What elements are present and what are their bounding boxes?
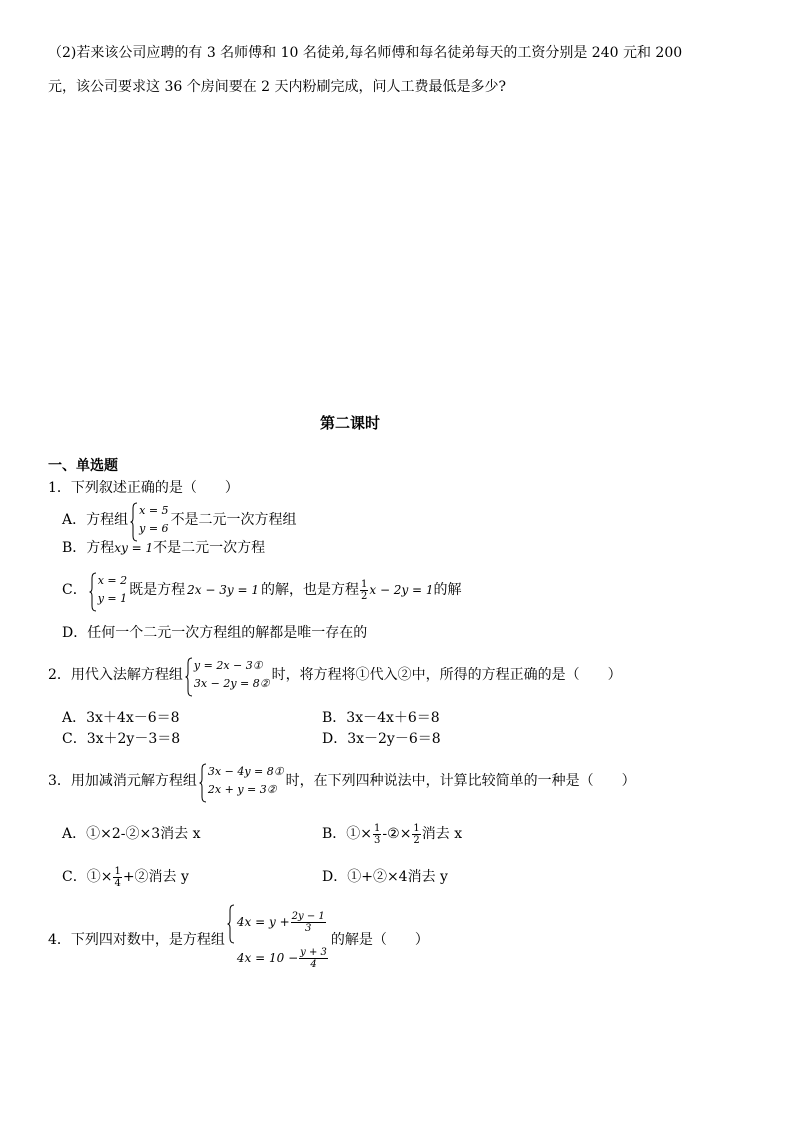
question-2-option-d: D．3x－2y－6＝8 bbox=[322, 731, 441, 747]
math-expression: 2x − 3y = 1 bbox=[187, 583, 259, 597]
option-b-suffix: 消去 x bbox=[421, 826, 463, 842]
intro-line-1: （2)若来该公司应聘的有 3 名师傅和 10 名徒弟,每名师傅和每名徒弟每天的工资分别是 240 元和 200 bbox=[48, 45, 683, 61]
question-3-option-b bbox=[322, 818, 462, 850]
equation-left: 4x = y + bbox=[236, 915, 290, 929]
brace-icon bbox=[89, 572, 97, 612]
equation-line bbox=[237, 940, 329, 976]
fraction-numerator: 1 bbox=[114, 865, 121, 877]
option-b-prefix: B．方程 bbox=[62, 540, 115, 556]
brace-icon bbox=[199, 763, 207, 803]
question-3-option-d: D．①+②×4消去 y bbox=[322, 869, 448, 885]
option-c-prefix: C． bbox=[62, 582, 87, 598]
fraction-numerator: 1 bbox=[413, 822, 420, 834]
brace-icon bbox=[185, 657, 193, 697]
equation-system bbox=[89, 572, 127, 608]
question-4-prefix: 4．下列四对数中，是方程组 bbox=[48, 932, 225, 948]
equation-line: y = 2x − 3① bbox=[193, 659, 263, 672]
math-expression: xy = 1 bbox=[114, 541, 154, 555]
question-2-option-b: B．3x－4x＋6＝8 bbox=[322, 710, 440, 726]
question-2-suffix: 时，将方程将①代入②中，所得的方程正确的是（ ） bbox=[271, 667, 622, 683]
question-2-option-a: A．3x＋4x－6＝8 bbox=[62, 710, 180, 726]
fraction-denominator: 3 bbox=[374, 834, 381, 846]
equation-system bbox=[130, 502, 168, 538]
equation-system bbox=[199, 763, 284, 799]
equation-line: x = 2 bbox=[97, 574, 128, 587]
question-3-option-c bbox=[62, 861, 189, 893]
option-b-suffix: 不是二元一次方程 bbox=[153, 540, 266, 556]
fraction-denominator: 2 bbox=[360, 590, 368, 602]
question-3-suffix: 时，在下列四种说法中，计算比较简单的一种是（ ） bbox=[285, 773, 636, 789]
fraction-denominator: 4 bbox=[310, 958, 317, 970]
equation-line: y = 6 bbox=[139, 522, 169, 535]
question-2-prefix: 2．用代入法解方程组 bbox=[48, 667, 183, 683]
question-1-option-c bbox=[62, 568, 462, 612]
fraction bbox=[299, 947, 328, 970]
question-1-option-a bbox=[62, 500, 297, 540]
math-expression: x − 2y = 1 bbox=[369, 583, 434, 597]
option-c-suffix: 的解 bbox=[433, 582, 462, 598]
brace-icon bbox=[227, 904, 235, 944]
section-title: 一、单选题 bbox=[48, 458, 118, 474]
question-1-stem: 1．下列叙述正确的是（ ） bbox=[48, 480, 239, 496]
option-c-suffix: +②消去 y bbox=[122, 869, 189, 885]
fraction-denominator: 3 bbox=[305, 922, 312, 934]
lesson-title: 第二课时 bbox=[319, 414, 380, 432]
fraction bbox=[113, 866, 121, 889]
fraction bbox=[412, 823, 420, 846]
fraction-denominator: 2 bbox=[413, 834, 420, 846]
equation-line bbox=[237, 904, 329, 940]
equation-system bbox=[185, 657, 270, 693]
fraction-numerator: 1 bbox=[374, 822, 381, 834]
question-2-stem bbox=[48, 654, 622, 696]
question-2-option-c: C．3x＋2y－3＝8 bbox=[62, 731, 181, 747]
question-3-stem bbox=[48, 760, 636, 802]
option-a-prefix: A．方程组 bbox=[62, 512, 129, 528]
equation-line: y = 1 bbox=[97, 592, 128, 605]
option-b-mid: -②× bbox=[382, 826, 412, 842]
question-4-suffix: 的解是（ ） bbox=[330, 932, 429, 948]
brace-icon bbox=[130, 502, 138, 542]
fraction bbox=[360, 579, 368, 602]
intro-line-2: 元，该公司要求这 36 个房间要在 2 天内粉刷完成，问人工费最低是多少? bbox=[48, 79, 507, 95]
equation-line: 2x + y = 3② bbox=[207, 783, 277, 796]
option-a-suffix: 不是二元一次方程组 bbox=[170, 512, 297, 528]
question-4-stem bbox=[48, 902, 429, 978]
option-c-mid-1: 既是方程 bbox=[129, 582, 186, 598]
question-3-prefix: 3．用加减消元解方程组 bbox=[48, 773, 197, 789]
fraction-numerator: y + 3 bbox=[300, 946, 327, 958]
equation-left: 4x = 10 − bbox=[236, 951, 299, 965]
equation-line: 3x − 4y = 8① bbox=[207, 765, 284, 778]
option-c-prefix: C．①× bbox=[62, 869, 113, 885]
equation-line: 3x − 2y = 8② bbox=[193, 677, 270, 690]
question-1-option-d: D．任何一个二元一次方程组的解都是唯一存在的 bbox=[62, 625, 368, 641]
fraction-denominator: 4 bbox=[114, 877, 121, 889]
fraction bbox=[373, 823, 381, 846]
fraction bbox=[291, 911, 326, 934]
fraction-numerator: 2y − 1 bbox=[291, 910, 325, 922]
equation-line: x = 5 bbox=[139, 504, 169, 517]
option-b-prefix: B．①× bbox=[322, 826, 373, 842]
question-3-option-a: A．①×2-②×3消去 x bbox=[62, 826, 201, 842]
option-c-mid-2: 的解，也是方程 bbox=[260, 582, 359, 598]
fraction-numerator: 1 bbox=[360, 578, 368, 590]
question-1-option-b bbox=[62, 539, 265, 557]
equation-system bbox=[227, 904, 329, 976]
